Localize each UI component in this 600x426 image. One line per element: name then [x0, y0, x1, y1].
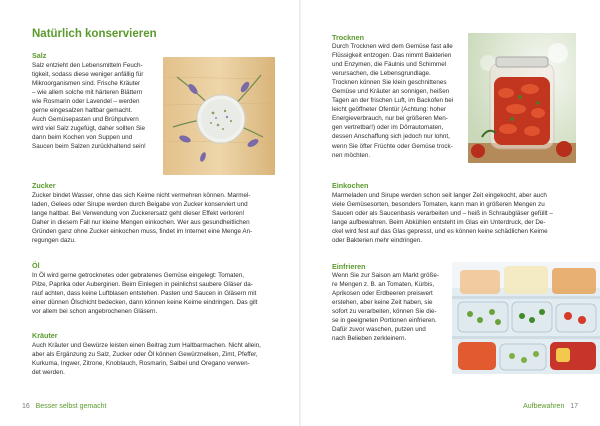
text-line: aber als Ergänzung zu Salz, Zucker oder Öl können Gewürznelken, Zimt, Pfeffer,: [32, 351, 258, 359]
text-line: Dafür zuvor waschen, putzen und: [332, 326, 426, 334]
section-text-kraeuter: [32, 341, 275, 377]
text-line: Trocknen können Sie klein geschnittenes: [332, 79, 447, 87]
section-text-zucker: [32, 191, 275, 245]
text-line: lange haltbar. Bei Verwendung von Zuckerersatz geht dieser Effekt verloren!: [32, 210, 245, 218]
right-folio: [523, 403, 578, 410]
text-line: vor allem bei schon angebrochenen Gläsern.: [32, 308, 158, 316]
herb-salt-illustration: [163, 57, 275, 175]
text-line: viele Gemüsesorten, besonders Tomaten, kann man in größeren Mengen zu: [332, 201, 545, 209]
section-heading-einfrieren: Einfrieren: [332, 262, 366, 271]
text-line: laden, Gelees oder Sirupe werden durch Beigabe von Zucker konserviert und: [32, 201, 248, 209]
text-line: Marmeladen und Sirupe werden schon seit langer Zeit eingekocht, aber auch: [332, 192, 547, 199]
text-line: wie Rosmarin oder Lavendel – werden: [32, 98, 140, 106]
text-line: sofort zu verarbeiten, können Sie die-: [332, 308, 437, 316]
section-text-salz: [32, 61, 158, 151]
text-line: Gemüse und Kräuter an sonnigen, heißen: [332, 88, 450, 96]
text-line: – wie allem solche mit härteren Blättern: [32, 89, 143, 97]
text-line: erstehen, aber keine Zeit haben, sie: [332, 299, 433, 307]
text-line: Gründen ganz ohne Zucker einkochen muss, findet im Internet eine Menge An-: [32, 228, 253, 236]
text-line: dann beim Kochen von Suppen und: [32, 134, 133, 142]
freezer-illustration: [452, 262, 600, 374]
text-line: gen vertretbar!) oder im Dörrautomaten,: [332, 124, 444, 132]
text-line: lange aufbewahren. Beim Abkühlen entsteht im Glas ein Unterdruck, der De-: [332, 219, 546, 227]
text-line: re Mengen z. B. an Tomaten, Kürbis,: [332, 281, 435, 289]
text-line: Saucen oder als Saucenbasis verarbeiten und – heiß in Schraubgläser gefüllt –: [332, 210, 553, 218]
section-heading-zucker: Zucker: [32, 181, 56, 190]
section-text-einfrieren: [332, 271, 447, 343]
text-line: Flüssigkeit entzogen. Das nimmt Bakterien: [332, 52, 452, 60]
left-page: [0, 0, 299, 426]
left-folio: [22, 403, 106, 410]
section-heading-trocknen: Trocknen: [332, 33, 364, 42]
text-line: det werden.: [32, 369, 65, 377]
text-line: wenn Sie öfter Früchte oder Gemüse trock-: [332, 142, 453, 150]
running-title: Besser selbst gemacht: [35, 403, 107, 410]
page-number: 16: [22, 403, 30, 410]
text-line: regungen dazu.: [32, 237, 76, 245]
herb-salt-image: [163, 57, 275, 175]
tomato-jar-illustration: [468, 33, 576, 163]
text-line: gerne eingesalzen haltbar gemacht.: [32, 107, 133, 115]
text-line: oder Bakterien mehr eindringen.: [332, 237, 422, 245]
text-line: leicht geöffneter Ofentür (Achtung: hoher: [332, 106, 446, 114]
text-line: wird viel Salz zugefügt, daher sollten Sie: [32, 125, 146, 133]
text-line: und Enzymen, die Fäulnis und Schimmel: [332, 61, 447, 69]
section-heading-einkochen: Einkochen: [332, 181, 369, 190]
text-line: Mikroorganismen sind. Frische Kräuter: [32, 80, 141, 88]
text-line: nen möchten.: [332, 151, 371, 159]
text-line: Auch Kräuter und Gewürze leisten einen Beitrag zum Haltbarmachen. Nicht allein,: [32, 342, 261, 349]
section-heading-salz: Salz: [32, 51, 47, 60]
text-line: Zucker bindet Wasser, ohne das sich Keime nicht vermehren können. Marmel-: [32, 192, 251, 199]
text-line: Durch Trocknen wird dem Gemüse fast alle: [332, 43, 453, 50]
text-line: ckel wird fest auf das Glas gepresst, und es können keine schädlichen Keime: [332, 228, 548, 236]
text-line: nach Belieben zerkleinern.: [332, 335, 407, 343]
section-text-oel: [32, 271, 275, 316]
section-text-trocknen: [332, 42, 462, 160]
text-line: Saucen beim Salzen zurückhaltend sein!: [32, 143, 146, 151]
text-line: Aprikosen oder Erdbeeren preiswert: [332, 290, 433, 298]
text-line: Pilze, Paprika oder Auberginen. Beim Einlegen in peinlichst saubere Gläser da-: [32, 281, 253, 289]
text-line: Salz entzieht den Lebensmitteln Feuch-: [32, 62, 143, 69]
text-line: Wenn Sie zur Saison am Markt größe-: [332, 272, 439, 279]
text-line: rauf achten, dass keine Luftblasen entstehen. Pasten und Saucen in Gläsern mit: [32, 290, 257, 298]
text-line: Tagen an der frischen Luft, im Backofen bei: [332, 97, 454, 105]
dried-tomato-jar-image: [468, 33, 576, 163]
text-line: se in geeigneten Portionen einfrieren.: [332, 317, 437, 325]
running-title: Aufbewahren: [523, 403, 565, 410]
text-line: Auch Gemüsepasten und Brühpulvern: [32, 116, 139, 124]
text-line: verursachen, die Lebensgrundlage.: [332, 70, 431, 78]
text-line: In Öl wird gerne getrocknetes oder gebratenes Gemüse eingelegt: Tomaten,: [32, 272, 245, 279]
section-heading-kraeuter: Kräuter: [32, 331, 58, 340]
page-title: Natürlich konservieren: [32, 28, 157, 40]
section-heading-oel: Öl: [32, 261, 40, 270]
section-text-einkochen: [332, 191, 577, 245]
text-line: tigkeit, sodass diese weniger anfällig für: [32, 71, 144, 79]
text-line: Energieverbrauch, nur bei größeren Men-: [332, 115, 448, 123]
text-line: dessen Anschaffung sich jedoch nur lohnt,: [332, 133, 450, 141]
text-line: einer dünnen Ölschicht bedecken, dann können keine Keime eindringen. Das gilt: [32, 299, 258, 307]
freezer-image: [452, 262, 600, 374]
page-number: 17: [570, 403, 578, 410]
text-line: Kurkuma, Ingwer, Zitrone, Knoblauch, Rosmarin, Salbei und Oregano verwen-: [32, 360, 250, 368]
text-line: Daher in diesem Fall nur kleine Mengen einkochen. Wer aus gesundheitlichen: [32, 219, 250, 227]
